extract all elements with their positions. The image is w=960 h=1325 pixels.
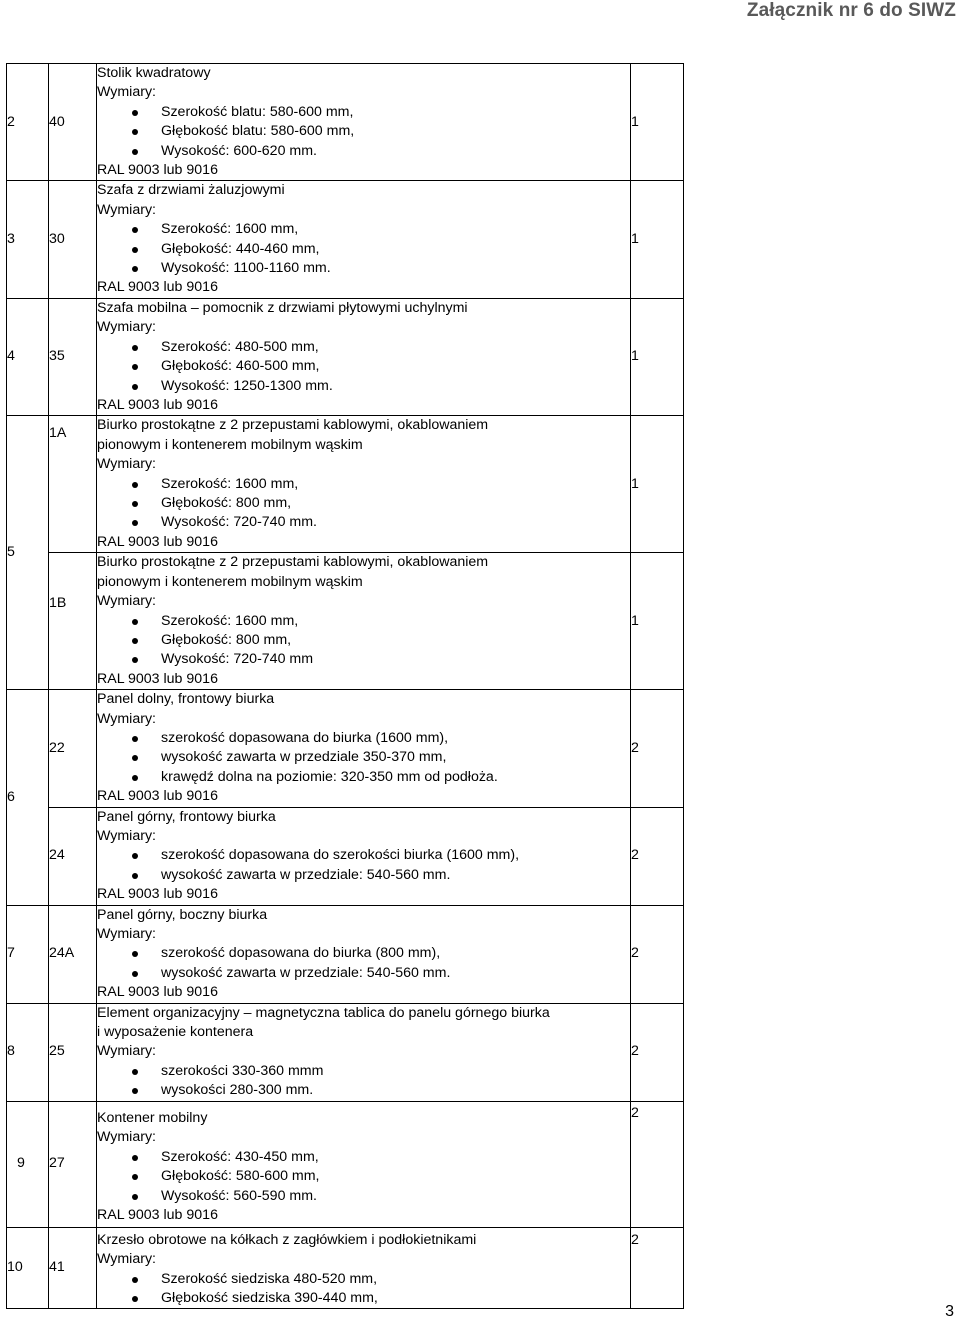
dim-item: wysokość zawarta w przedziale 350-370 mm, xyxy=(97,748,630,767)
row-lp: 4 xyxy=(7,298,49,415)
specification-table xyxy=(6,63,684,1309)
table-row xyxy=(7,1101,684,1227)
dim-item: Wysokość: 560-590 mm. xyxy=(97,1187,630,1206)
dims-list xyxy=(97,1062,630,1101)
dims-label: Wymiary: xyxy=(97,1043,156,1060)
item-name-line: i wyposażenie kontenera xyxy=(97,1024,254,1041)
item-name: Panel dolny, frontowy biurka xyxy=(97,691,275,708)
row-item-no: 24 xyxy=(49,807,97,905)
row-lp: 3 xyxy=(7,181,49,298)
item-name-line: pionowym i kontenerem mobilnym wąskim xyxy=(97,436,363,453)
dim-item: Szerokość: 1600 mm, xyxy=(97,475,630,494)
item-name-line: pionowym i kontenerem mobilnym wąskim xyxy=(97,573,363,590)
table-row xyxy=(7,181,684,298)
dim-item: wysokości 280-300 mm. xyxy=(97,1081,630,1100)
table-row xyxy=(7,807,684,905)
row-description xyxy=(97,553,631,690)
row-item-no: 40 xyxy=(49,64,97,181)
row-lp: 6 xyxy=(7,690,49,905)
row-qty: 2 xyxy=(631,1227,684,1309)
row-lp: 8 xyxy=(7,1003,49,1101)
row-description xyxy=(97,181,631,298)
ral-color: RAL 9003 lub 9016 xyxy=(97,984,218,1001)
row-item-no: 1B xyxy=(49,553,97,690)
row-lp: 10 xyxy=(7,1227,49,1309)
dim-item: Szerokość siedziska 480-520 mm, xyxy=(97,1270,630,1289)
dim-item: szerokość dopasowana do biurka (800 mm), xyxy=(97,944,630,963)
row-qty: 1 xyxy=(631,553,684,690)
row-qty: 2 xyxy=(631,1101,684,1227)
document-header-title: Załącznik nr 6 do SIWZ xyxy=(746,0,956,21)
row-item-no: 1A xyxy=(49,416,97,553)
dims-label: Wymiary: xyxy=(97,201,156,218)
dims-label: Wymiary: xyxy=(97,710,156,727)
dims-label: Wymiary: xyxy=(97,319,156,336)
item-name: Panel górny, boczny biurka xyxy=(97,906,268,923)
row-qty: 2 xyxy=(631,807,684,905)
item-name-line: Biurko prostokątne z 2 przepustami kablowymi, okablowaniem xyxy=(97,554,489,571)
table-row xyxy=(7,298,684,415)
row-item-no: 25 xyxy=(49,1003,97,1101)
row-lp: 7 xyxy=(7,905,49,1003)
dims-label: Wymiary: xyxy=(97,926,156,943)
ral-color: RAL 9003 lub 9016 xyxy=(97,279,218,296)
dim-item: Wysokość: 1100-1160 mm. xyxy=(97,259,630,278)
dims-list xyxy=(97,338,630,396)
row-description xyxy=(97,690,631,807)
dim-item: Szerokość: 480-500 mm, xyxy=(97,338,630,357)
dims-label: Wymiary: xyxy=(97,593,156,610)
ral-color: RAL 9003 lub 9016 xyxy=(97,396,218,413)
table-row xyxy=(7,690,684,807)
row-qty: 2 xyxy=(631,1003,684,1101)
dims-list xyxy=(97,103,630,161)
dim-item: Głębokość: 800 mm, xyxy=(97,631,630,650)
dim-item: Głębokość: 800 mm, xyxy=(97,494,630,513)
row-item-no: 30 xyxy=(49,181,97,298)
table-row xyxy=(7,416,684,553)
item-name: Krzesło obrotowe na kółkach z zagłówkiem i podłokietnikami xyxy=(97,1231,477,1248)
row-qty: 1 xyxy=(631,416,684,553)
dims-list xyxy=(97,612,630,670)
dim-item: Wysokość: 720-740 mm xyxy=(97,650,630,669)
dims-label: Wymiary: xyxy=(97,1251,156,1268)
dim-item: Szerokość: 430-450 mm, xyxy=(97,1148,630,1167)
dims-label: Wymiary: xyxy=(97,1129,156,1146)
dim-item: wysokość zawarta w przedziale: 540-560 mm. xyxy=(97,964,630,983)
row-lp: 2 xyxy=(7,64,49,181)
item-name-line: Biurko prostokątne z 2 przepustami kablowymi, okablowaniem xyxy=(97,417,489,434)
row-description xyxy=(97,807,631,905)
dim-item: szerokości 330-360 mmm xyxy=(97,1062,630,1081)
dim-item: Szerokość: 1600 mm, xyxy=(97,612,630,631)
row-description xyxy=(97,64,631,181)
row-qty: 1 xyxy=(631,181,684,298)
row-item-no: 22 xyxy=(49,690,97,807)
row-qty: 1 xyxy=(631,298,684,415)
ral-color: RAL 9003 lub 9016 xyxy=(97,670,218,687)
item-name: Szafa mobilna – pomocnik z drzwiami płytowymi uchylnymi xyxy=(97,299,468,316)
row-lp: 9 xyxy=(7,1101,49,1227)
dim-item: Szerokość blatu: 580-600 mm, xyxy=(97,103,630,122)
page-number: 3 xyxy=(945,1303,954,1320)
row-description xyxy=(97,1101,631,1227)
row-description xyxy=(97,905,631,1003)
dims-list xyxy=(97,944,630,983)
row-item-no: 41 xyxy=(49,1227,97,1309)
dim-item: szerokość dopasowana do biurka (1600 mm), xyxy=(97,729,630,748)
dim-item: Wysokość: 720-740 mm. xyxy=(97,513,630,532)
dims-list xyxy=(97,1270,630,1309)
ral-color: RAL 9003 lub 9016 xyxy=(97,533,218,550)
item-name: Kontener mobilny xyxy=(97,1109,208,1126)
dims-label: Wymiary: xyxy=(97,84,156,101)
dim-item: Głębokość blatu: 580-600 mm, xyxy=(97,122,630,141)
item-name: Szafa z drzwiami żaluzjowymi xyxy=(97,182,285,199)
row-description xyxy=(97,298,631,415)
dim-item: wysokość zawarta w przedziale: 540-560 mm. xyxy=(97,866,630,885)
row-item-no: 35 xyxy=(49,298,97,415)
dim-item: Wysokość: 1250-1300 mm. xyxy=(97,377,630,396)
dim-item: Wysokość: 600-620 mm. xyxy=(97,142,630,161)
table-row xyxy=(7,64,684,181)
row-description xyxy=(97,416,631,553)
ral-color: RAL 9003 lub 9016 xyxy=(97,788,218,805)
row-qty: 2 xyxy=(631,905,684,1003)
dim-item: Głębokość: 580-600 mm, xyxy=(97,1167,630,1186)
dims-list xyxy=(97,475,630,533)
item-name: Panel górny, frontowy biurka xyxy=(97,808,276,825)
dim-item: krawędź dolna na poziomie: 320-350 mm od podłoża. xyxy=(97,768,630,787)
table-row xyxy=(7,1227,684,1309)
row-item-no: 24A xyxy=(49,905,97,1003)
dim-item: Głębokość: 460-500 mm, xyxy=(97,357,630,376)
dim-item: Szerokość: 1600 mm, xyxy=(97,220,630,239)
item-name: Stolik kwadratowy xyxy=(97,65,211,81)
item-name-line: Element organizacyjny – magnetyczna tablica do panelu górnego biurka xyxy=(97,1004,550,1021)
dim-item: szerokość dopasowana do szerokości biurka (1600 mm), xyxy=(97,846,630,865)
ral-color: RAL 9003 lub 9016 xyxy=(97,162,218,179)
row-description xyxy=(97,1003,631,1101)
dims-label: Wymiary: xyxy=(97,456,156,473)
dim-item: Głębokość: 440-460 mm, xyxy=(97,240,630,259)
dims-list xyxy=(97,729,630,787)
ral-color: RAL 9003 lub 9016 xyxy=(97,1207,218,1223)
row-item-no: 27 xyxy=(49,1101,97,1227)
dim-item: Głębokość siedziska 390-440 mm, xyxy=(97,1289,630,1308)
table-row xyxy=(7,553,684,690)
dims-list xyxy=(97,846,630,885)
dims-list xyxy=(97,1148,630,1206)
dims-label: Wymiary: xyxy=(97,828,156,844)
row-lp: 5 xyxy=(7,416,49,690)
ral-color: RAL 9003 lub 9016 xyxy=(97,886,218,903)
dims-list xyxy=(97,220,630,278)
row-qty: 2 xyxy=(631,690,684,807)
row-description xyxy=(97,1227,631,1309)
row-qty: 1 xyxy=(631,64,684,181)
table-row xyxy=(7,905,684,1003)
table-row xyxy=(7,1003,684,1101)
